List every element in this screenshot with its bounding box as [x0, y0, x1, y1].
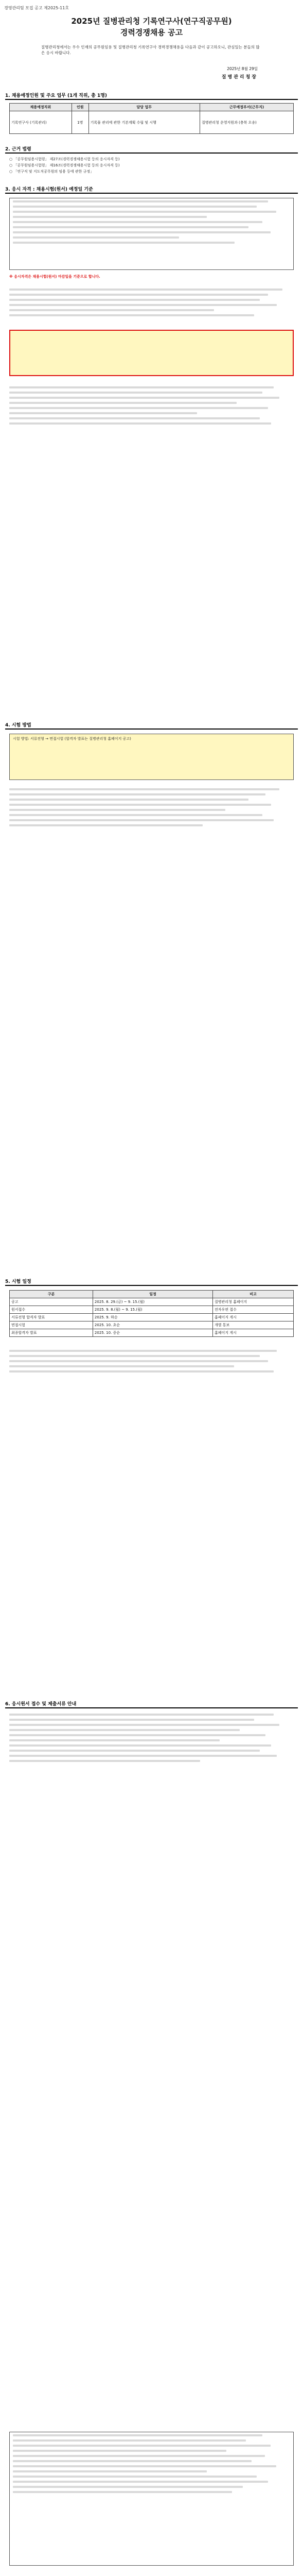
positions-table [9, 103, 294, 134]
table-cell: 질병관리청 운영지원과 (충북 오송) [200, 111, 293, 134]
section-heading-schedule: 5. 시험 일정 [5, 1279, 31, 1284]
table-cell: 홈페이지 게시 [213, 1329, 294, 1337]
text-lines [13, 2434, 290, 2493]
table-cell: 1명 [72, 111, 88, 134]
table-cell: 최종합격자 발표 [10, 1329, 93, 1337]
section-heading-qualification: 3. 응시 자격 : 채용시험(원서) 예정일 기준 [5, 187, 93, 192]
intro-paragraph: 질병관리청에서는 우수 인재의 공무원임용 및 질병관리청 기록연구사 경력경쟁채용을 다음과 같이 공고하오니, 관심있는 분들의 많은 응시 바랍니다. [41, 45, 260, 55]
text-lines [13, 200, 290, 244]
qualification-note: ※ 응시자격은 채용시험(원서) 마감일을 기준으로 합니다. [9, 275, 100, 279]
exam-method-box [9, 734, 294, 780]
law-item: ○ 「공무원임용시험령」 제27조(경력경쟁채용시험 등의 응시자격 등) [9, 157, 120, 161]
body-text-lines [9, 1350, 294, 1376]
document-number: 경영관리팀 모집 공고 제2025-11호 [4, 6, 69, 10]
section-divider [5, 152, 298, 154]
section-divider [5, 99, 298, 100]
table-cell: 2025. 9. 8.(월) ~ 9. 15.(월) [93, 1306, 212, 1314]
table-cell: 2025. 9. 하순 [93, 1314, 212, 1321]
table-header: 담당 업무 [88, 104, 200, 111]
section-divider [5, 1285, 298, 1286]
table-cell: 질병관리청 홈페이지 [213, 1298, 294, 1306]
body-text-lines [9, 1714, 294, 1765]
table-cell: 기록물 관리에 관한 기본계획 수립 및 시행 [88, 111, 200, 134]
announcement-date: 2025년 8월 29일 [227, 66, 258, 71]
page-title: 2025년 질병관리청 기록연구사(연구직공무원) [71, 16, 232, 26]
table-cell: 공고 [10, 1298, 93, 1306]
schedule-table [9, 1290, 294, 1337]
section-heading-application: 6. 응시원서 접수 및 제출서류 안내 [5, 1702, 77, 1707]
table-header: 인원 [72, 104, 88, 111]
section-heading-positions: 1. 채용예정인원 및 주요 업무 (1개 직위, 총 1명) [5, 93, 108, 98]
section-divider [5, 1707, 298, 1708]
table-cell: 개별 통보 [213, 1321, 294, 1329]
section-heading-exam: 4. 시험 방법 [5, 723, 31, 728]
table-header: 구분 [10, 1291, 93, 1298]
table-cell: 기록연구사 (기록관리) [10, 111, 72, 134]
table-cell: 2025. 8. 29.(금) ~ 9. 15.(월) [93, 1298, 212, 1306]
body-text-lines [9, 289, 294, 319]
section-divider [5, 728, 298, 730]
table-cell: 전자우편 접수 [213, 1306, 294, 1314]
section-heading-law: 2. 근거 법령 [5, 147, 31, 152]
body-text-lines [9, 386, 294, 428]
table-header: 일정 [93, 1291, 212, 1298]
table-cell: 서류전형 합격자 발표 [10, 1314, 93, 1321]
table-cell: 홈페이지 게시 [213, 1314, 294, 1321]
table-cell: 면접시험 [10, 1321, 93, 1329]
exam-method-text: 시험 방법: 서류전형 → 면접시험 (합격자 발표는 질병관리청 홈페이지 공고) [13, 737, 131, 741]
highlight-box [9, 330, 294, 376]
table-cell: 2025. 10. 중순 [93, 1329, 212, 1337]
table-header: 근무예정부서(근무지) [200, 104, 293, 111]
table-cell: 2025. 10. 초순 [93, 1321, 212, 1329]
table-header: 채용예정직위 [10, 104, 72, 111]
law-item: ○ 「공무원임용시험령」 제16조(경력경쟁채용시험 등의 응시자격 등) [9, 163, 120, 167]
body-text-lines [9, 788, 294, 829]
table-header: 비고 [213, 1291, 294, 1298]
table-cell: 원서접수 [10, 1306, 93, 1314]
section-divider [5, 193, 298, 194]
issuer-name: 질병관리청장 [221, 75, 258, 80]
qualification-box [9, 198, 294, 270]
documents-table-box [9, 2432, 294, 2566]
page-subtitle: 경력경쟁채용 공고 [120, 28, 183, 37]
law-item: ○ 「연구직 및 지도직공무원의 임용 등에 관한 규정」 [9, 170, 94, 174]
